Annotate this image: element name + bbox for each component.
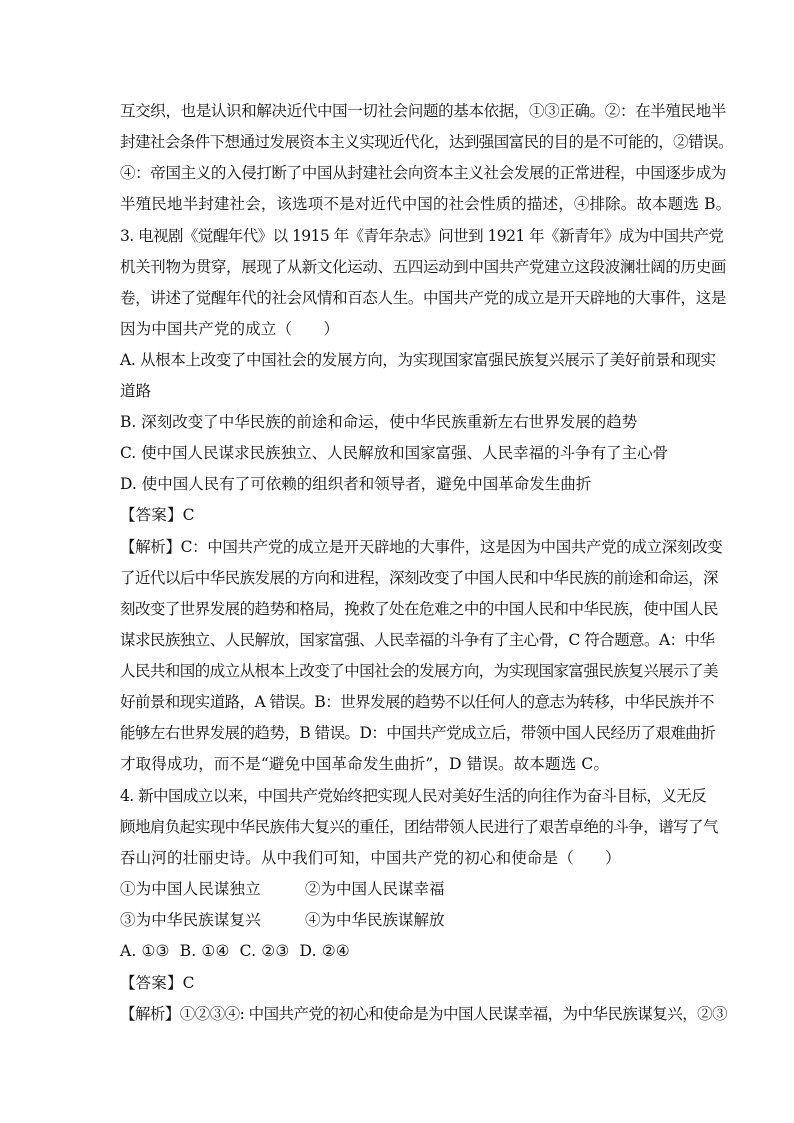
option-a: A. 从根本上改变了中国社会的发展方向，为实现国家富强民族复兴展示了美好前景和现实	[120, 351, 716, 369]
analysis-line: 能够左右世界发展的趋势，B 错误。D：中国共产党成立后，带领中国人民经历了艰难曲折	[120, 724, 716, 742]
statement-2: ②为中国人民谋幸福	[305, 880, 445, 898]
choice-options: A. ①③ B. ①④ C. ②③ D. ②④	[120, 942, 350, 960]
question-3-stem: 3. 电视剧《觉醒年代》以 1915 年《青年杂志》问世到 1921 年《新青年》成为中国共产党	[120, 227, 724, 245]
question-4-stem: 吞山河的壮丽史诗。从中我们可知，中国共产党的初心和使命是（ ）	[120, 849, 621, 867]
question-4-stem: 4. 新中国成立以来，中国共产党始终把实现人民对美好生活的向往作为奋斗目标，义无反	[120, 787, 707, 805]
answer-label: 【答案】C	[120, 506, 195, 524]
analysis-line: 谋求民族独立、人民解放，国家富强、人民幸福的斗争有了主心骨，C 符合题意。A：中华	[120, 631, 715, 649]
analysis-line: 封建社会条件下想通过发展资本主义实现近代化，达到强国富民的目的是不可能的，②错误。	[120, 133, 733, 151]
statement-1: ①为中国人民谋独立	[120, 880, 261, 898]
option-c: C. 使中国人民谋求民族独立、人民解放和国家富强、人民幸福的斗争有了主心骨	[120, 444, 669, 462]
answer-label: 【答案】C	[120, 974, 195, 992]
statement-4: ④为中华民族谋解放	[305, 911, 445, 929]
analysis-line: 好前景和现实道路，A 错误。B：世界发展的趋势不以任何人的意志为转移，中华民族并不	[120, 693, 714, 711]
analysis-line: ④：帝国主义的入侵打断了中国从封建社会向资本主义社会发展的正常进程，中国逐步成为	[120, 164, 727, 182]
analysis-line: 【解析】C：中国共产党的成立是开天辟地的大事件，这是因为中国共产党的成立深刻改变	[120, 538, 723, 556]
option-a-continued: 道路	[120, 382, 152, 400]
statement-3: ③为中华民族谋复兴	[120, 911, 261, 929]
question-3-stem: 因为中国共产党的成立（ ）	[120, 320, 340, 338]
analysis-line: 【解析】①②③④: 中国共产党的初心和使命是为中国人民谋幸福，为中华民族谋复兴，②③	[120, 1005, 728, 1023]
option-d: D. 使中国人民有了可依赖的组织者和领导者，避免中国革命发生曲折	[120, 475, 592, 493]
question-3-stem: 卷，讲述了觉醒年代的社会风情和百态人生。中国共产党的成立是开天辟地的大事件，这是	[120, 289, 727, 307]
question-3-stem: 机关刊物为贯穿，展现了从新文化运动、五四运动到中国共产党建立这段波澜壮阔的历史画	[120, 258, 727, 276]
analysis-line: 了近代以后中华民族发展的方向和进程，深刻改变了中国人民和中华民族的前途和命运，深	[120, 569, 719, 587]
analysis-line: 刻改变了世界发展的趋势和格局，挽救了处在危难之中的中国人民和中华民族，使中国人民	[120, 600, 719, 618]
analysis-line: 人民共和国的成立从根本上改变了中国社会的发展方向，为实现国家富强民族复兴展示了美	[120, 662, 719, 680]
analysis-line: 才取得成功，而不是“避免中国革命发生曲折”，D 错误。故本题选 C。	[120, 755, 610, 773]
analysis-line: 互交织，也是认识和解决近代中国一切社会问题的基本依据，①③正确。②：在半殖民地半	[120, 102, 727, 120]
analysis-line: 半殖民地半封建社会，该选项不是对近代中国的社会性质的描述，④排除。故本题选 B。	[120, 195, 732, 213]
question-4-stem: 顾地肩负起实现中华民族伟大复兴的重任，团结带领人民进行了艰苦卓绝的斗争，谱写了气	[120, 818, 719, 836]
option-b: B. 深刻改变了中华民族的前途和命运，使中华民族重新左右世界发展的趋势	[120, 413, 638, 431]
